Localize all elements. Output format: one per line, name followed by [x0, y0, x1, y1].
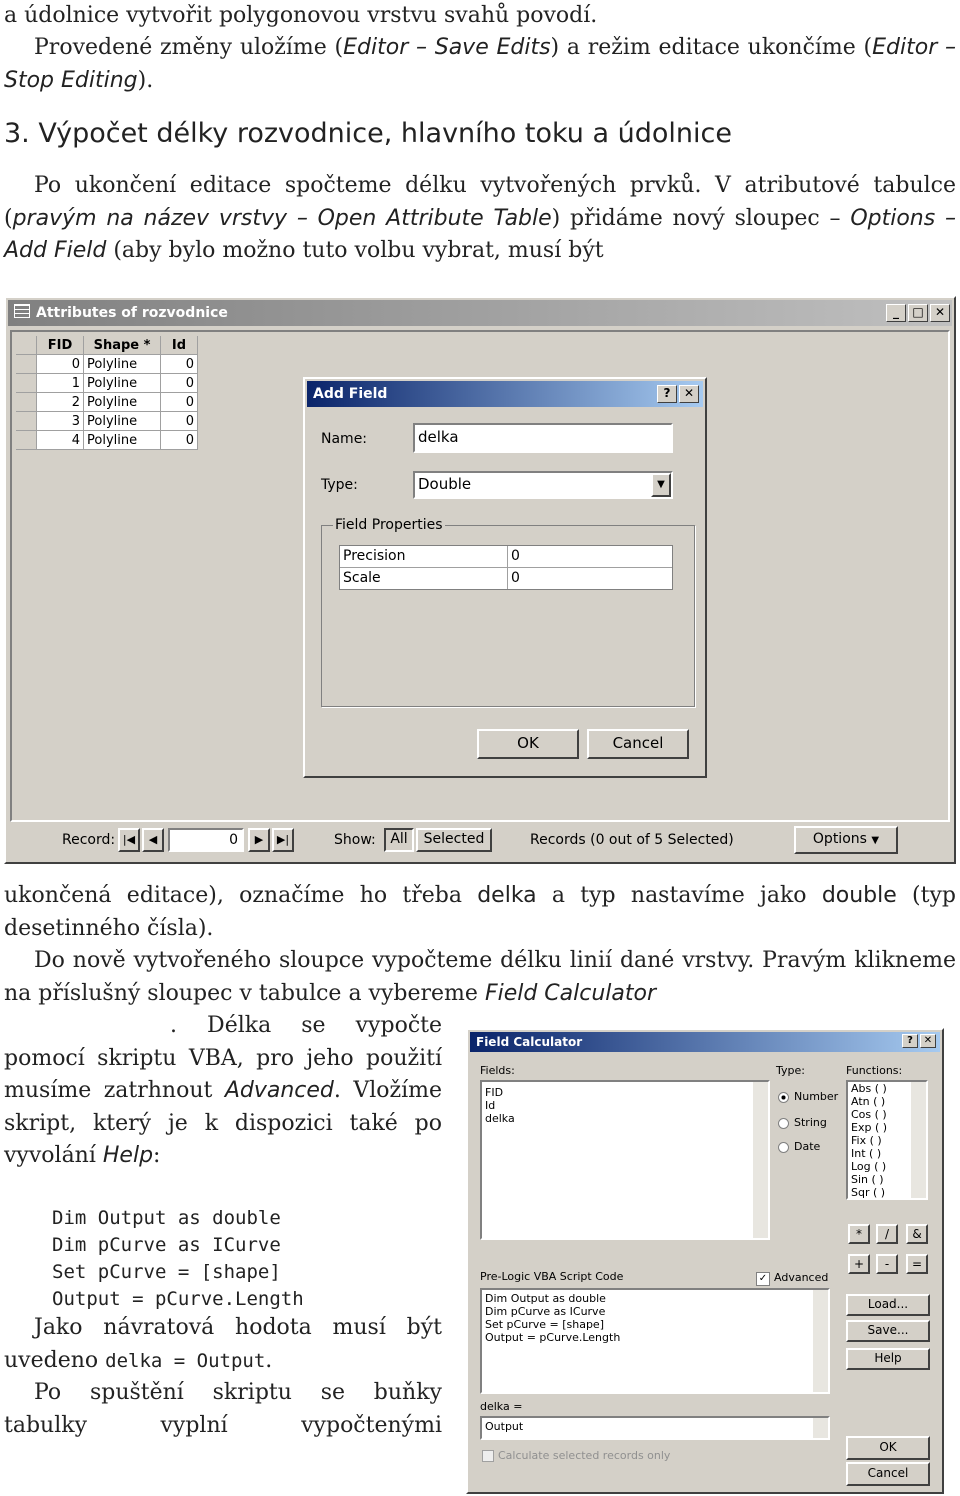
p2-text-2: ) a režim editace ukončíme (: [550, 35, 873, 60]
help-button[interactable]: ?: [657, 385, 677, 403]
fields-label: Fields:: [480, 1064, 515, 1077]
table-cell[interactable]: Polyline: [84, 374, 161, 393]
cancel-button[interactable]: Cancel: [846, 1462, 930, 1486]
scrollbar[interactable]: [813, 1418, 828, 1438]
paragraph-field-calculator: [4, 945, 956, 1010]
ok-button[interactable]: OK: [477, 729, 579, 759]
property-row[interactable]: [340, 568, 672, 589]
p8-text: Po spuštění skriptu se buňky tabulky vyplní vypočtenými: [4, 1380, 442, 1438]
table-row[interactable]: [16, 393, 198, 412]
p7-text-2: .: [265, 1347, 273, 1373]
p5-text-1: Do nově vytvořeného sloupce vypočteme délku linií dané vrstvy. Pravým klikneme na příslušný sloupec v tabulce a vybereme: [4, 948, 956, 1006]
paragraph-delka: [4, 880, 956, 945]
operator-button[interactable]: =: [906, 1254, 928, 1274]
p3-text-3: (aby bylo možno tuto volbu vybrat, musí být: [106, 238, 604, 263]
advanced-checkbox[interactable]: ✓: [756, 1272, 770, 1286]
list-item[interactable]: Sqr ( ): [851, 1186, 886, 1199]
records-status: Records (0 out of 5 Selected): [530, 832, 734, 848]
paragraph-run-script: [4, 1377, 442, 1442]
type-label: Type:: [776, 1064, 805, 1077]
table-cell[interactable]: 2: [37, 393, 84, 412]
field-properties-label: Field Properties: [335, 517, 443, 533]
close-button[interactable]: ✕: [930, 304, 950, 322]
list-item[interactable]: FID: [485, 1086, 504, 1099]
list-item[interactable]: delka: [485, 1112, 515, 1125]
p7-code-1: delka = Output: [105, 1349, 266, 1372]
type-option-label: String: [794, 1116, 827, 1129]
name-input[interactable]: [413, 423, 673, 453]
add-field-titlebar: [307, 381, 703, 407]
help-dialog-button[interactable]: Help: [846, 1348, 930, 1370]
paragraph-return-value: [4, 1312, 442, 1377]
table-row[interactable]: [16, 431, 198, 450]
p4-code-2: double: [821, 883, 897, 908]
type-label: Type:: [321, 477, 358, 493]
p4-text-3: (typ desetinného čísla).: [4, 883, 956, 941]
type-select[interactable]: [413, 471, 673, 499]
script-textarea[interactable]: [480, 1288, 830, 1394]
p2-italic-1: Editor – Save Edits: [343, 35, 551, 60]
scrollbar[interactable]: [911, 1082, 926, 1198]
code-line: Dim Output as double: [52, 1207, 281, 1229]
paragraph-add-field: [4, 170, 956, 268]
p3-text-2: ) přidáme nový sloupec –: [551, 205, 851, 231]
calc-selected-label: Calculate selected records only: [498, 1449, 671, 1462]
table-cell[interactable]: 4: [37, 431, 84, 450]
paragraph-save-edits: [4, 32, 956, 97]
table-row[interactable]: [16, 374, 198, 393]
last-record-button[interactable]: ▶|: [272, 828, 294, 852]
table-cell[interactable]: Polyline: [84, 431, 161, 450]
table-cell[interactable]: 0: [161, 393, 198, 412]
chevron-down-icon[interactable]: ▼: [651, 473, 671, 497]
table-cell[interactable]: 0: [161, 374, 198, 393]
paragraph-vba: [4, 1010, 442, 1173]
type-option-label: Number: [794, 1090, 839, 1103]
p2-text-1: Provedené změny uložíme (: [34, 35, 344, 60]
p5-italic-1: Field Calculator: [484, 980, 657, 1006]
row-selector[interactable]: [16, 355, 37, 374]
show-selected-button[interactable]: Selected: [416, 828, 492, 852]
list-item[interactable]: Fix ( ): [851, 1134, 882, 1147]
table-row[interactable]: [16, 355, 198, 374]
script-line: Output = pCurve.Length: [485, 1331, 621, 1344]
script-line: Dim pCurve as ICurve: [485, 1305, 606, 1318]
show-label: Show:: [334, 832, 376, 848]
p6-italic-1: Advanced: [224, 1078, 334, 1103]
list-item[interactable]: Atn ( ): [851, 1095, 886, 1108]
show-all-button[interactable]: All: [384, 828, 414, 852]
property-row[interactable]: [340, 546, 672, 568]
scrollbar[interactable]: [813, 1290, 828, 1392]
radio-date[interactable]: [778, 1142, 789, 1153]
add-field-title: Add Field: [313, 386, 388, 402]
list-item[interactable]: Cos ( ): [851, 1108, 887, 1121]
ok-button[interactable]: OK: [846, 1436, 930, 1460]
help-button[interactable]: ?: [902, 1034, 918, 1048]
close-button[interactable]: ✕: [920, 1034, 936, 1048]
operator-button[interactable]: /: [876, 1224, 898, 1244]
radio-number[interactable]: [778, 1092, 789, 1103]
column-header[interactable]: Shape *: [84, 336, 161, 355]
list-item[interactable]: Log ( ): [851, 1160, 887, 1173]
p6-text-3: :: [153, 1143, 161, 1168]
prelogic-label: Pre-Logic VBA Script Code: [480, 1270, 624, 1283]
list-item[interactable]: Exp ( ): [851, 1121, 888, 1134]
cancel-button[interactable]: Cancel: [587, 729, 689, 759]
p7-text-1: Jako návratová hodota musí být uvedeno: [4, 1315, 442, 1373]
operator-button[interactable]: +: [848, 1254, 870, 1274]
record-value: 0: [229, 832, 238, 848]
advanced-label: Advanced: [774, 1271, 829, 1284]
attributes-title: Attributes of rozvodnice: [36, 305, 228, 321]
p2-italic-2: Editor – Stop Editing: [4, 35, 956, 93]
p6-text-1: . Délka se vypočte pomocí skriptu VBA, pro jeho použití musíme zatrhnout: [4, 1013, 442, 1103]
name-label: Name:: [321, 431, 368, 447]
close-button[interactable]: ✕: [679, 385, 699, 403]
first-record-button[interactable]: |◀: [118, 828, 140, 852]
table-icon: [14, 304, 30, 318]
p2-text-3: ).: [137, 67, 154, 93]
table-cell[interactable]: 0: [161, 431, 198, 450]
scrollbar[interactable]: [753, 1082, 768, 1238]
operator-button[interactable]: *: [848, 1224, 870, 1244]
code-block: [52, 1205, 304, 1313]
script-line: Dim Output as double: [485, 1292, 606, 1305]
p4-text-1: ukončená editace), označíme ho třeba: [4, 883, 478, 908]
record-input[interactable]: [168, 828, 244, 852]
save-button[interactable]: Save...: [846, 1320, 930, 1342]
name-value: delka: [418, 428, 459, 446]
functions-label: Functions:: [846, 1064, 903, 1077]
type-value: Double: [418, 475, 472, 493]
column-header[interactable]: FID: [37, 336, 84, 355]
p4-text-2: a typ nastavíme jako: [536, 883, 822, 908]
row-selector[interactable]: [16, 393, 37, 412]
maximize-button[interactable]: □: [908, 304, 928, 322]
p6-text-2: . Vložíme skript, který je k dispozici také po vyvolání: [4, 1078, 442, 1168]
row-selector[interactable]: [16, 412, 37, 431]
record-label: Record:: [62, 832, 116, 848]
row-selector[interactable]: [16, 431, 37, 450]
p3-italic-2: Options – Add Field: [4, 205, 956, 263]
list-item[interactable]: Sin ( ): [851, 1173, 884, 1186]
code-line: Output = pCurve.Length: [52, 1288, 304, 1310]
list-item[interactable]: Abs ( ): [851, 1082, 887, 1095]
next-record-button[interactable]: ▶: [248, 828, 270, 852]
list-item[interactable]: Id: [485, 1099, 496, 1112]
table-cell[interactable]: 0: [37, 355, 84, 374]
property-name: Scale: [340, 568, 508, 589]
add-field-dialog: [303, 377, 707, 778]
fields-list[interactable]: [480, 1080, 770, 1240]
prev-record-button[interactable]: ◀: [142, 828, 164, 852]
attributes-table: [16, 336, 198, 450]
table-cell[interactable]: 1: [37, 374, 84, 393]
field-calculator-title: Field Calculator: [476, 1035, 583, 1049]
load-button[interactable]: Load...: [846, 1294, 930, 1316]
properties-grid: [339, 545, 673, 590]
operator-button[interactable]: &: [906, 1224, 928, 1244]
row-selector-header: [16, 336, 37, 355]
property-value[interactable]: 0: [511, 570, 520, 586]
expression-label: delka =: [480, 1400, 523, 1413]
p3-italic-1: pravým na název vrstvy – Open Attribute Table: [12, 205, 552, 231]
table-cell[interactable]: Polyline: [84, 412, 161, 431]
options-label: Options: [812, 831, 867, 847]
property-name: Precision: [340, 546, 508, 567]
table-cell[interactable]: Polyline: [84, 393, 161, 412]
p3-text-1: Po ukončení editace spočteme délku vytvořených prvků. V atributové tabulce (: [4, 173, 956, 231]
attributes-titlebar: [8, 300, 952, 326]
expression-value: Output: [485, 1420, 524, 1433]
table-cell[interactable]: 0: [161, 412, 198, 431]
minimize-button[interactable]: _: [886, 304, 906, 322]
calc-selected-checkbox[interactable]: [482, 1450, 494, 1462]
functions-list[interactable]: [846, 1080, 928, 1200]
table-cell[interactable]: 3: [37, 412, 84, 431]
expression-input[interactable]: [480, 1416, 830, 1440]
field-calculator-titlebar: [470, 1032, 940, 1052]
column-header[interactable]: Id: [161, 336, 198, 355]
table-row[interactable]: [16, 412, 198, 431]
operator-button[interactable]: -: [876, 1254, 898, 1274]
dropdown-arrow-icon: ▼: [871, 835, 880, 846]
intro-text: a údolnice vytvořit polygonovou vrstvu svahů povodí.: [4, 3, 598, 28]
property-value[interactable]: 0: [511, 548, 520, 564]
type-option-label: Date: [794, 1140, 821, 1153]
options-button[interactable]: [794, 826, 898, 854]
radio-string[interactable]: [778, 1118, 789, 1129]
row-selector[interactable]: [16, 374, 37, 393]
list-item[interactable]: Int ( ): [851, 1147, 882, 1160]
table-cell[interactable]: Polyline: [84, 355, 161, 374]
table-cell[interactable]: 0: [161, 355, 198, 374]
section-heading: 3. Výpočet délky rozvodnice, hlavního toku a údolnice: [4, 118, 732, 149]
code-line: Set pCurve = [shape]: [52, 1261, 281, 1283]
code-line: Dim pCurve as ICurve: [52, 1234, 281, 1256]
intro-line: [4, 0, 956, 33]
script-line: Set pCurve = [shape]: [485, 1318, 604, 1331]
field-calculator-dialog: [466, 1028, 944, 1494]
p6-italic-2: Help: [102, 1143, 154, 1168]
p4-code-1: delka: [477, 883, 537, 908]
